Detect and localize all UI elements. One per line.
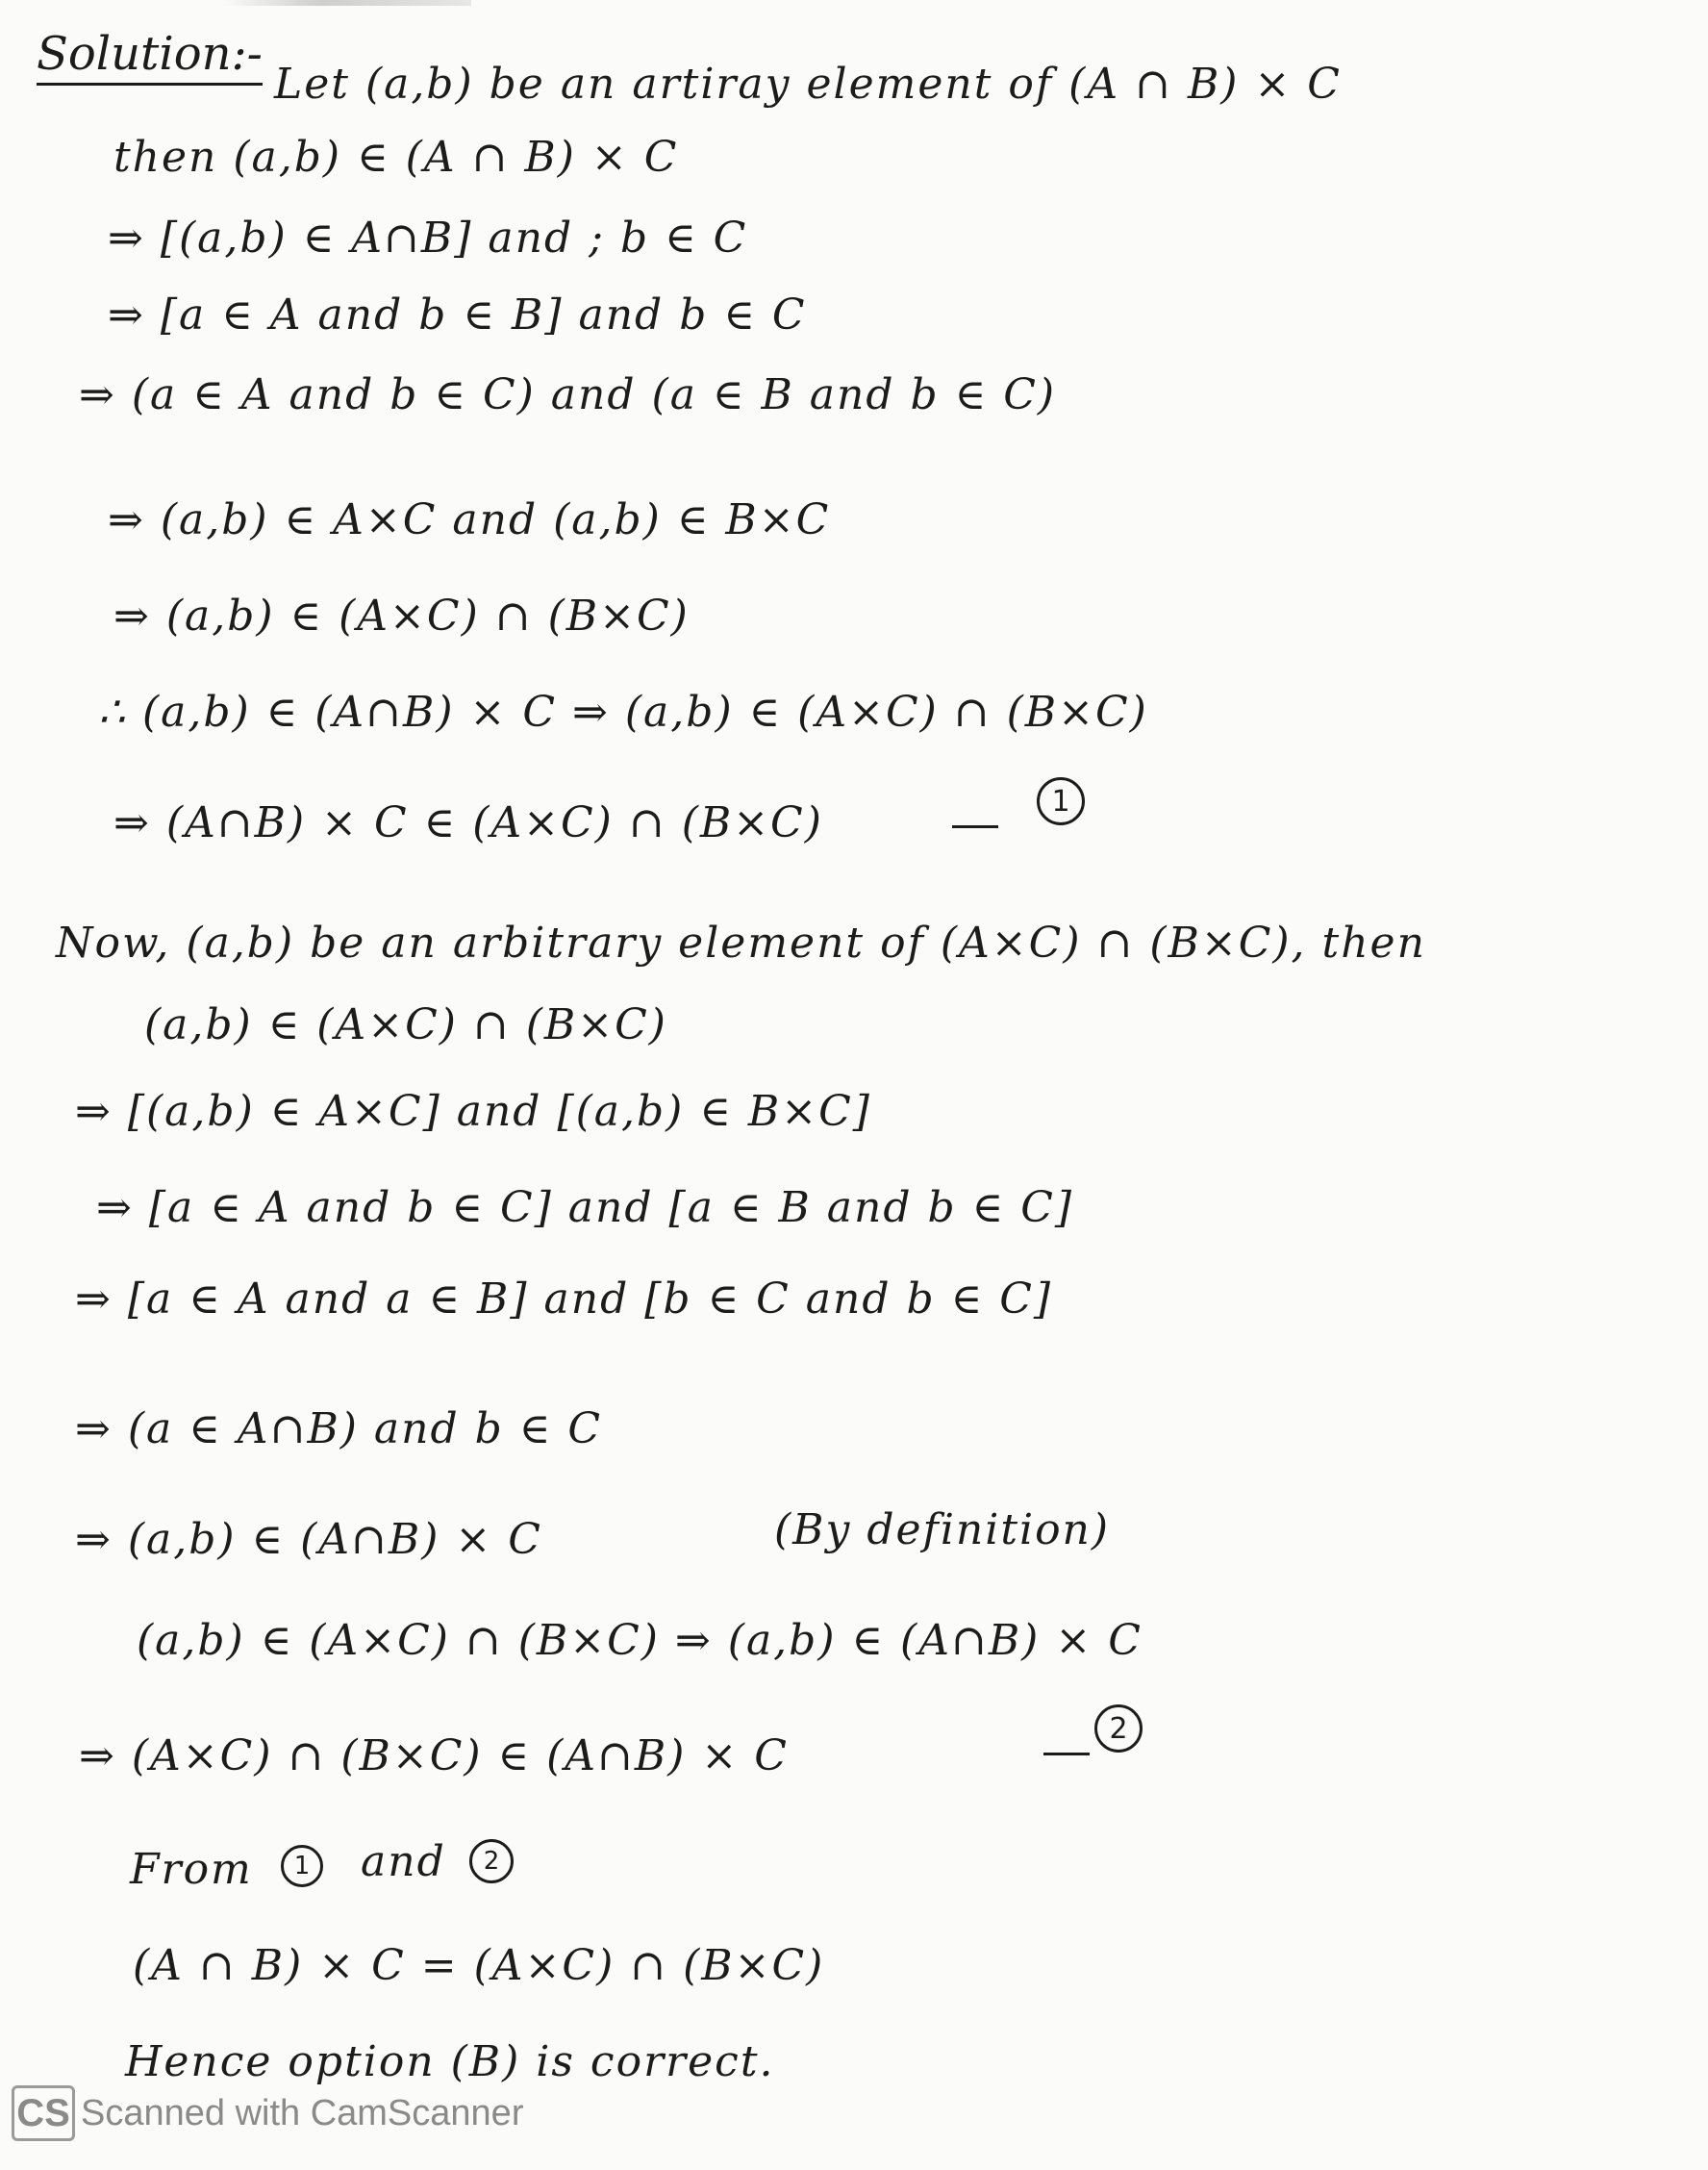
scan-smudge xyxy=(221,0,471,6)
ref-tag-2: 2 xyxy=(469,1839,514,1883)
line-step-10: ⇒ (a,b) ∈ (A∩B) × C xyxy=(75,1515,542,1564)
camscanner-logo-icon: CS xyxy=(12,2085,75,2141)
line-step-6: ⇒ [(a,b) ∈ A×C] and [(a,b) ∈ B×C] xyxy=(75,1087,871,1136)
camscanner-watermark xyxy=(12,2085,523,2141)
line-now: Now, (a,b) be an arbitrary element of (A×C) ∩ (B×C), then xyxy=(56,919,1426,968)
line-step-1: ⇒ [(a,b) ∈ A∩B] and ; b ∈ C xyxy=(108,214,748,263)
solution-heading: Solution:- xyxy=(37,27,263,86)
line-conclusion-2: (a,b) ∈ (A×C) ∩ (B×C) ⇒ (a,b) ∈ (A∩B) × C xyxy=(137,1616,1143,1665)
from-label: From xyxy=(130,1845,253,1894)
equation-dash-1 xyxy=(952,825,998,828)
line-result-2: ⇒ (A×C) ∩ (B×C) ∈ (A∩B) × C xyxy=(79,1731,789,1780)
equation-dash-2 xyxy=(1043,1753,1090,1755)
line-member: (a,b) ∈ (A×C) ∩ (B×C) xyxy=(144,1000,667,1049)
ref-tag-1: 1 xyxy=(281,1845,323,1887)
equation-tag-1: 1 xyxy=(1037,777,1085,825)
line-conclusion-1: ∴ (a,b) ∈ (A∩B) × C ⇒ (a,b) ∈ (A×C) ∩ (B×C) xyxy=(98,688,1148,737)
watermark-text: Scanned with CamScanner xyxy=(81,2092,524,2133)
line-step-4: ⇒ (a,b) ∈ A×C and (a,b) ∈ B×C xyxy=(108,495,831,544)
and-label: and xyxy=(361,1837,446,1886)
line-step-2: ⇒ [a ∈ A and b ∈ B] and b ∈ C xyxy=(108,290,807,340)
by-definition-note: (By definition) xyxy=(774,1505,1111,1554)
line-result-1: ⇒ (A∩B) × C ∈ (A×C) ∩ (B×C) xyxy=(113,798,823,847)
final-equality: (A ∩ B) × C = (A×C) ∩ (B×C) xyxy=(133,1941,825,1990)
final-answer: Hence option (B) is correct. xyxy=(125,2037,775,2086)
equation-tag-2: 2 xyxy=(1094,1704,1143,1753)
line-then: then (a,b) ∈ (A ∩ B) × C xyxy=(113,133,679,182)
line-step-9: ⇒ (a ∈ A∩B) and b ∈ C xyxy=(75,1404,603,1453)
line-step-3: ⇒ (a ∈ A and b ∈ C) and (a ∈ B and b ∈ C) xyxy=(79,370,1057,419)
line-intro: Let (a,b) be an artiray element of (A ∩ B) × C xyxy=(274,60,1342,109)
line-step-7: ⇒ [a ∈ A and b ∈ C] and [a ∈ B and b ∈ C] xyxy=(96,1183,1074,1232)
line-step-5: ⇒ (a,b) ∈ (A×C) ∩ (B×C) xyxy=(113,592,690,641)
line-step-8: ⇒ [a ∈ A and a ∈ B] and [b ∈ C and b ∈ C] xyxy=(75,1274,1053,1324)
